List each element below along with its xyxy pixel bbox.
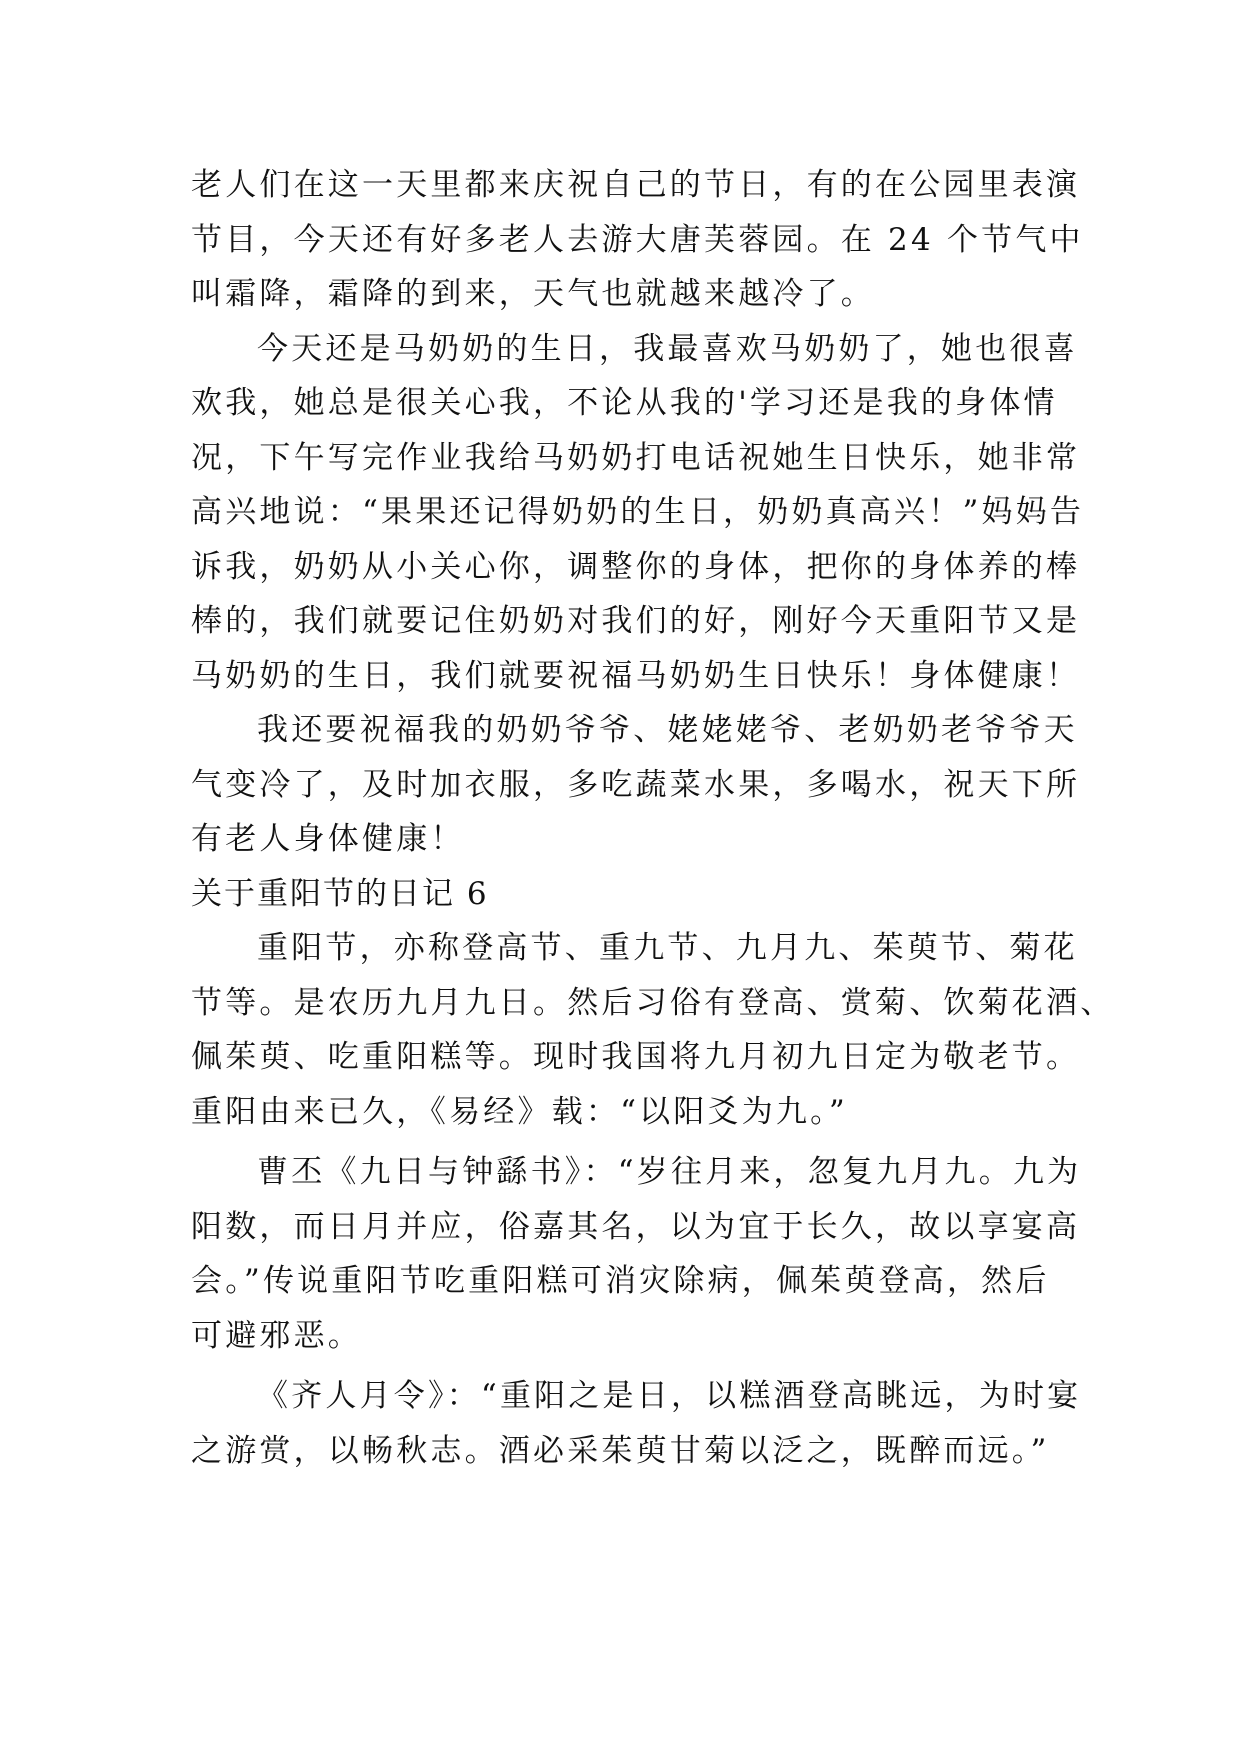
text-line: 重阳由来已久，《易经》载：“以阳爻为九。” [191, 1093, 848, 1130]
text-line: 高兴地说：“果果还记得奶奶的生日，奶奶真高兴！”妈妈告 [191, 494, 1085, 530]
section-heading: 关于重阳节的日记 6 [191, 875, 489, 912]
text-line: 棒的，我们就要记住奶奶对我们的好，刚好今天重阳节又是 [191, 603, 1081, 639]
text-line: 叫霜降，霜降的到来，天气也就越来越冷了。 [191, 276, 875, 312]
text-line: 诉我，奶奶从小关心你，调整你的身体，把你的身体养的棒 [191, 548, 1081, 585]
paragraph-start-line: 今天还是马奶奶的生日，我最喜欢马奶奶了，她也很喜 [257, 330, 1078, 367]
text-line: 欢我，她总是很关心我，不论从我的'学习还是我的身体情 [191, 385, 1058, 421]
paragraph-start-line: 我还要祝福我的奶奶爷爷、姥姥姥爷、老奶奶老爷爷天 [257, 712, 1078, 748]
paragraph-start-line: 《齐人月令》：“重阳之是日，以糕酒登高眺远，为时宴 [257, 1378, 1082, 1414]
paragraph-start-line: 重阳节，亦称登高节、重九节、九月九、茱萸节、菊花 [257, 930, 1078, 966]
text-line: 会。”传说重阳节吃重阳糕可消灾除病，佩茱萸登高，然后 [191, 1263, 1050, 1299]
text-line: 老人们在这一天里都来庆祝自己的节日，有的在公园里表演 [191, 167, 1081, 203]
paragraph-start-line: 曹丕《九日与钟繇书》：“岁往月来，忽复九月九。九为 [257, 1154, 1082, 1190]
text-line: 节目，今天还有好多老人去游大唐芙蓉园。在 24 个节气中 [191, 221, 1084, 258]
text-line: 可避邪恶。 [191, 1317, 362, 1354]
text-line: 况，下午写完作业我给马奶奶打电话祝她生日快乐，她非常 [191, 439, 1081, 476]
text-line: 节等。是农历九月九日。然后习俗有登高、赏菊、饮菊花酒、 [191, 984, 1115, 1021]
text-line: 气变冷了，及时加衣服，多吃蔬菜水果，多喝水，祝天下所 [191, 766, 1081, 803]
text-line: 有老人身体健康！ [191, 821, 465, 857]
text-line: 佩茱萸、吃重阳糕等。现时我国将九月初九日定为敬老节。 [191, 1039, 1081, 1075]
text-line: 之游赏，以畅秋志。酒必采茱萸甘菊以泛之，既醉而远。” [191, 1432, 1050, 1469]
text-line: 阳数，而日月并应，俗嘉其名，以为宜于长久，故以享宴高 [191, 1208, 1081, 1245]
document-body [191, 158, 1115, 1478]
text-line: 马奶奶的生日，我们就要祝福马奶奶生日快乐！身体健康！ [191, 657, 1081, 694]
